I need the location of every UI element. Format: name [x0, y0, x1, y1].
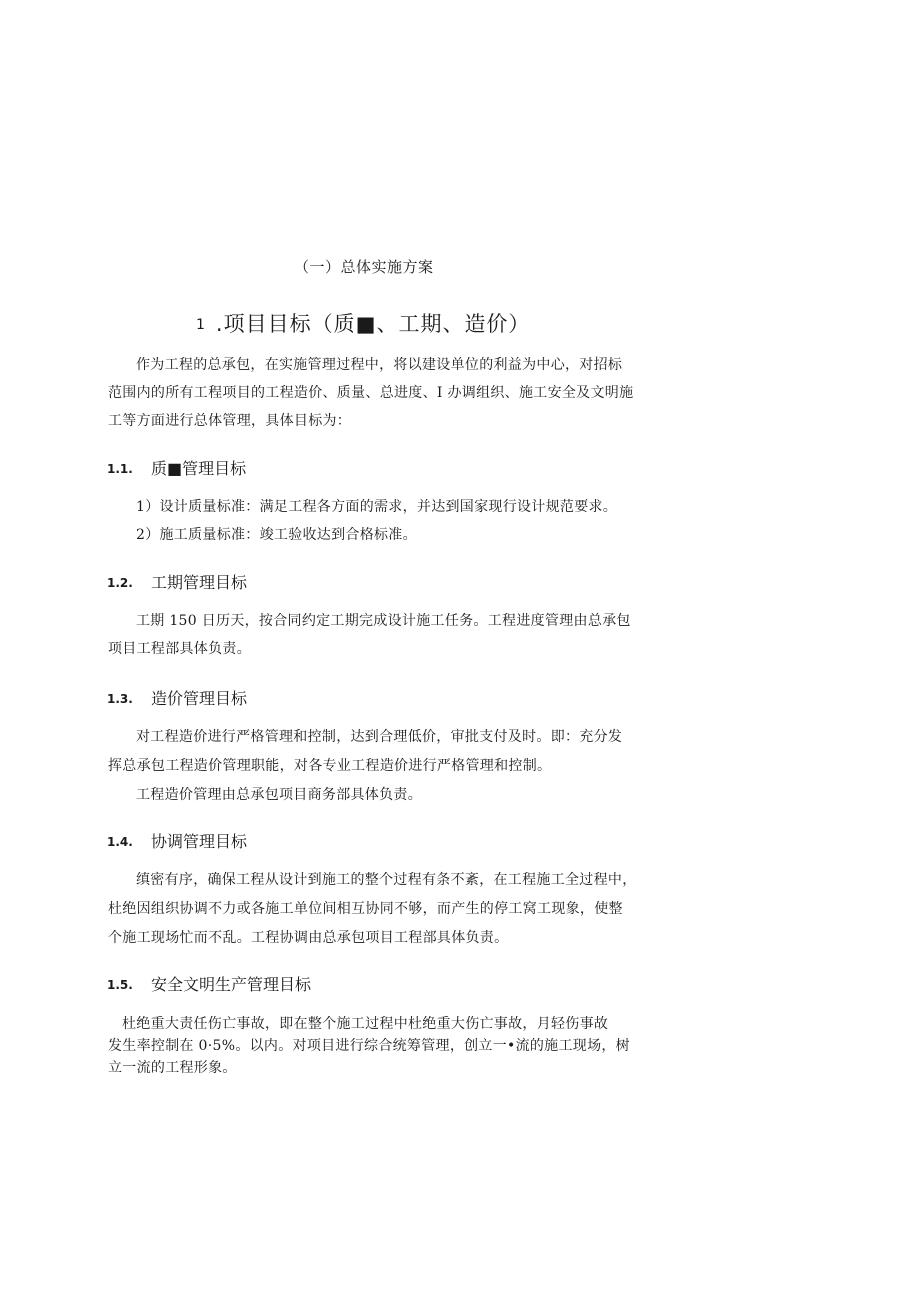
- main-heading-text: .项目目标（质■、工期、造价）: [215, 312, 531, 336]
- main-heading: [196, 308, 530, 338]
- section-line: 工期 150 日历天，按合同约定工期完成设计施工任务。工程进度管理由总承包: [136, 613, 631, 629]
- section-heading-cost: [107, 686, 247, 709]
- section-line: 对工程造价进行严格管理和控制，达到合理低价，审批支付及时。即：充分发: [136, 729, 623, 745]
- section-line: 发生率控制在 0·5%。以内。对项目进行综合统筹管理，创立一•流的施工现场，树: [108, 1038, 630, 1054]
- section-line: 个施工现场忙而不乱。工程协调由总承包项目工程部具体负责。: [108, 930, 509, 946]
- intro-line: 工等方面进行总体管理，具体目标为：: [108, 413, 352, 429]
- section-title: 安全文明生产管理目标: [151, 975, 312, 994]
- section-number: 1.3.: [107, 692, 133, 706]
- section-heading-coordination: [107, 829, 247, 852]
- section-line: 2）施工质量标准：竣工验收达到合格标准。: [136, 527, 417, 543]
- section-line: 杜绝因组织协调不力或各施工单位间相互协同不够，而产生的停工窝工现象，使整: [108, 901, 623, 917]
- section-line: 工程造价管理由总承包项目商务部具体负责。: [136, 787, 422, 803]
- section-heading-quality: [107, 456, 246, 479]
- section-number: 1.5.: [107, 978, 133, 992]
- section-line: 立一流的工程形象。: [108, 1060, 237, 1076]
- section-line: 1）设计质量标准：满足工程各方面的需求，并达到国家现行设计规范要求。: [136, 499, 618, 515]
- section-number: 1.2.: [107, 576, 133, 590]
- chapter-title: （一）总体实施方案: [294, 258, 434, 276]
- section-number: 1.1.: [107, 462, 133, 476]
- section-title: 协调管理目标: [151, 832, 248, 851]
- intro-line: 范围内的所有工程项目的工程造价、质量、总进度、I 办调组织、施工安全及文明施: [108, 385, 634, 401]
- section-line: 挥总承包工程造价管理职能，对各专业工程造价进行严格管理和控制。: [108, 758, 552, 774]
- section-line: 杜绝重大责任伤亡事故，即在整个施工过程中杜绝重大伤亡事故，月轻伤事故: [122, 1016, 609, 1032]
- section-title: 工期管理目标: [151, 573, 248, 592]
- section-line: 项目工程部具体负责。: [108, 641, 251, 657]
- section-title: 造价管理目标: [151, 689, 248, 708]
- main-heading-number: 1: [196, 317, 206, 333]
- section-title: 质■管理目标: [151, 459, 247, 478]
- section-number: 1.4.: [107, 835, 133, 849]
- intro-line: 作为工程的总承包，在实施管理过程中，将以建设单位的利益为中心，对招标: [136, 357, 623, 373]
- section-line: 缜密有序，确保工程从设计到施工的整个过程有条不紊，在工程施工全过程中，: [136, 872, 637, 888]
- section-heading-safety: [107, 972, 311, 995]
- section-heading-schedule: [107, 570, 247, 593]
